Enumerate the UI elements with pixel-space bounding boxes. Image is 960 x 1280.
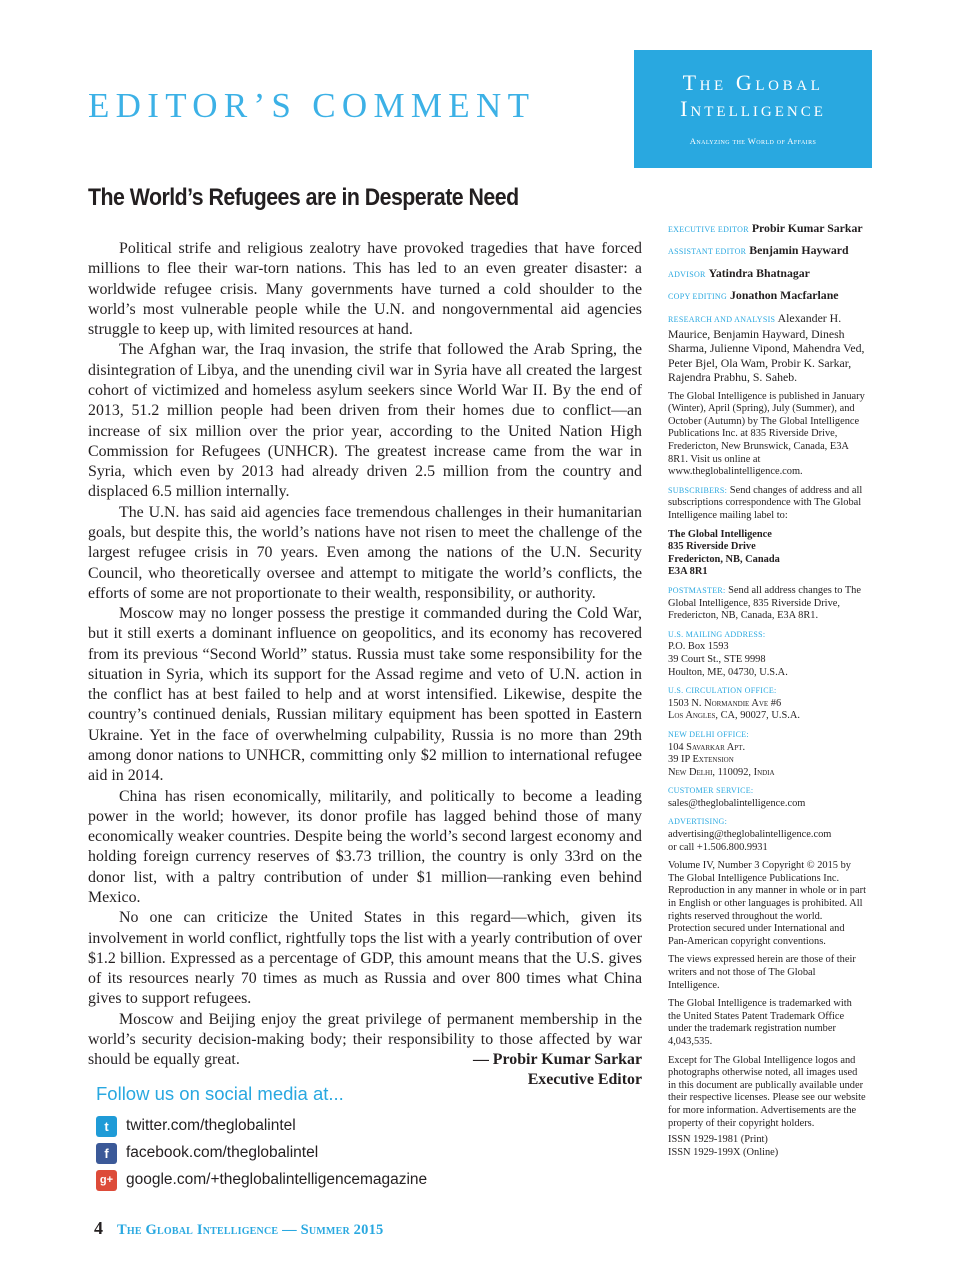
- masthead-line1: The Global: [682, 70, 824, 95]
- advertising-phone: or call +1.506.800.9931: [668, 841, 768, 853]
- us-circulation-label: U.S. CIRCULATION OFFICE:: [668, 686, 777, 696]
- issn-online: ISSN 1929-199X (Online): [668, 1146, 779, 1158]
- staff-executive-editor: [668, 221, 866, 237]
- staff-name: Benjamin Hayward: [749, 243, 849, 258]
- postmaster-info: [668, 585, 866, 623]
- masthead-line2: Intelligence: [680, 96, 826, 121]
- issn-print: ISSN 1929-1981 (Print): [668, 1134, 768, 1146]
- new-delhi-label: NEW DELHI OFFICE:: [668, 729, 749, 739]
- signature-name: — Probir Kumar Sarkar: [472, 1051, 642, 1068]
- us-mailing-address: [668, 629, 866, 679]
- social-link-text: facebook.com/theglobalintel: [126, 1144, 319, 1161]
- staff-research: [668, 311, 866, 385]
- staff-label: ADVISOR: [668, 269, 706, 279]
- address-line: The Global Intelligence: [668, 528, 772, 540]
- us-mailing-label: U.S. MAILING ADDRESS:: [668, 629, 766, 639]
- mailing-address: [668, 529, 866, 579]
- address-line: E3A 8R1: [668, 566, 708, 578]
- publication-info: The Global Intelligence is published in January (Winter), April (Spring), July (Summer), and October (Autumn) by The Global Intelligence Publications Inc. at 835 Riverside Drive, Fredericton, New Brunswick, Canada, E3A 8R1. Visit us online at www.theglobalintelligence.com.: [668, 390, 865, 478]
- images-notice: Except for The Global Intelligence logos and photographs otherwise noted, all images used in this document are publically available under their respective licenses. Please see our website for more information. Advertisements are the property of their copyright holders.: [668, 1054, 866, 1129]
- staff-label: EXECUTIVE EDITOR: [668, 225, 749, 234]
- address-line: 1503 N. Normandie Ave #6: [668, 697, 782, 709]
- paragraph: The U.N. has said aid agencies face tremendous challenges in their humanitarian goals, but despite this, the world’s nations have not risen to meet the challenge of the largest refugee crisis in 70 years. Even among the nations of the U.N. Security Council, who theoretically oversee and attempt to mitigate the world’s conflicts, the efforts of some are not proportionate to their wealth, responsibility, or authority.: [88, 503, 642, 602]
- facebook-icon: f: [96, 1143, 117, 1164]
- postmaster-label: POSTMASTER:: [668, 585, 726, 595]
- social-heading: Follow us on social media at...: [96, 1083, 344, 1104]
- address-line: 39 IP Extension: [668, 754, 734, 766]
- address-line: 39 Court St., STE 9998: [668, 653, 766, 665]
- twitter-icon: t: [96, 1116, 117, 1137]
- issn-info: [668, 1134, 866, 1159]
- staff-label: RESEARCH AND ANALYSIS: [668, 314, 776, 324]
- address-line: New Delhi, 110092, India: [668, 766, 775, 778]
- article-title: The World’s Refugees are in Desperate Need: [88, 184, 519, 211]
- paragraph: The Afghan war, the Iraq invasion, the strife that followed the Arab Spring, the disintegration of Libya, and the unending civil war in Syria have all created the largest cohort of victimized and homeless asylum seekers since World War II. By the end of 2013, 51.2 million people had been driven from their homes due to conflict—an increase of six million over the prior year, according to the United Nation High Commission for Refugees (UNHCR). The greatest increase came from the war in Syria, which even by 2013 had already driven 2.5 million from the country and displaced 6.5 million internally.: [88, 341, 642, 501]
- staff-label: COPY EDITING: [668, 292, 728, 302]
- article-body: [88, 239, 642, 1071]
- google-plus-link[interactable]: [96, 1169, 427, 1191]
- footer-publication: The Global Intelligence — Summer 2015: [117, 1222, 384, 1238]
- signature-title: Executive Editor: [527, 1071, 642, 1088]
- customer-service: [668, 785, 866, 810]
- subscribers-label: SUBSCRIBERS:: [668, 485, 728, 495]
- section-title: EDITOR’S COMMENT: [88, 86, 536, 125]
- social-link-text: twitter.com/theglobalintel: [126, 1117, 296, 1134]
- staff-copy-editing: [668, 288, 866, 304]
- masthead-sidebar: [668, 221, 866, 1165]
- customer-service-email: sales@theglobalintelligence.com: [668, 797, 806, 809]
- masthead-tagline: Analyzing the World of Affairs: [689, 136, 817, 146]
- postmaster-text: Send all address changes to The Global Intelligence, 835 Riverside Drive, Fredericton, NB, Canada, E3A 8R1.: [668, 584, 861, 622]
- paragraph: No one can criticize the United States in this regard—which, given its involvement in world conflict, rightfully tops the list with a yearly contribution of over $1.2 billion. Expressed as a percentage of GDP, this amount means that the U.S. gives of its resources nearly 70 times as much as Russia and over 800 times what China gives to support refugees.: [88, 909, 642, 1008]
- staff-names: Alexander H. Maurice, Benjamin Hayward, Dinesh Sharma, Julienne Vipond, Mahendra Ved, Peter Bjel, Ola Wam, Probir K. Sarkar, Rajendra Prabhu, S. Saheb.: [668, 310, 865, 385]
- twitter-link[interactable]: [96, 1115, 296, 1137]
- staff-label: ASSISTANT EDITOR: [668, 247, 747, 257]
- page-footer: [94, 1218, 384, 1239]
- new-delhi-office: [668, 729, 866, 779]
- staff-advisor: [668, 266, 866, 282]
- copyright-notice: Volume IV, Number 3 Copyright © 2015 by The Global Intelligence Publications Inc. Reproduction in any manner in whole or in part in English or other languages is prohibited. All rights reserved throughout the world. Protection secured under International and Pan-American copyright conventions.: [668, 860, 866, 947]
- subscribers-info: [668, 485, 866, 523]
- paragraph: China has risen economically, militarily, and politically to become a leading power in the world; however, its donor profile has lagged behind those of many economically weaker countries. Despite being the world’s second largest economy and holding foreign currency reserves of $3.73 trillion, the country is only 33rd on the donor list, with a paltry contribution of under $1 million—ranking even behind Mexico.: [88, 787, 642, 906]
- address-line: Los Angles, CA, 90027, U.S.A.: [668, 710, 800, 722]
- address-line: P.O. Box 1593: [668, 641, 729, 653]
- address-line: Fredericton, NB, Canada: [668, 553, 780, 565]
- staff-assistant-editor: [668, 243, 866, 259]
- facebook-link[interactable]: [96, 1142, 318, 1164]
- trademark-notice: The Global Intelligence is trademarked with the United States Patent Trademark Office under the trademark registration number 4,043,535.: [668, 998, 852, 1047]
- paragraph: Moscow may no longer possess the prestige it commanded during the Cold War, but it still exerts a dominant influence on geopolitics, and its economy has recovered from its previous “Second World” status. Russia must take some responsibility for the situation in Syria, which its support for the Assad regime and veto of U.N. action in the conflict has at best failed to help and at worst intensified. Likewise, despite the country’s continued denials, Russian military equipment has been spotted in Eastern Ukraine. Yet in the face of overwhelming culpability, Russia is no more than 29th among donor nations to UNHCR, committing only $2 million to international refugee aid in 2014.: [88, 605, 642, 785]
- paragraph: Political strife and religious zealotry have provoked tragedies that have forced millions to flee their war-torn nations. This has led to an even greater disaster: a worldwide refugee crisis. Many governments have turned a cold shoulder to the world’s most vulnerable people while the U.N. and nongovernmental aid agencies struggle to keep up, with limited resources at hand.: [88, 240, 642, 339]
- address-line: 835 Riverside Drive: [668, 541, 756, 553]
- social-link-text: google.com/+theglobalintelligencemagazine: [126, 1171, 428, 1188]
- address-line: 104 Savarkar Apt.: [668, 741, 746, 753]
- subscribers-text: Send changes of address and all subscriptions correspondence with The Global Intelligence mailing label to:: [668, 484, 863, 521]
- advertising-label: ADVERTISING:: [668, 817, 728, 827]
- customer-service-label: CUSTOMER SERVICE:: [668, 786, 754, 796]
- masthead-logo: [634, 50, 872, 168]
- paragraph: Moscow and Beijing enjoy the great privilege of permanent membership in the world’s security decision-making body; their responsibility to those affected by war should be equally great.: [88, 1010, 642, 1069]
- staff-name: Probir Kumar Sarkar: [751, 221, 863, 235]
- staff-name: Jonathon Macfarlane: [730, 288, 839, 303]
- page-number: 4: [94, 1218, 103, 1238]
- views-disclaimer: The views expressed herein are those of their writers and not those of The Global Intelligence.: [668, 954, 856, 991]
- address-line: Houlton, ME, 04730, U.S.A.: [668, 666, 788, 678]
- us-circulation-office: [668, 685, 866, 723]
- advertising-info: [668, 816, 866, 854]
- advertising-email: advertising@theglobalintelligence.com: [668, 829, 832, 841]
- signature: [473, 1050, 642, 1090]
- staff-name: Yatindra Bhatnagar: [708, 265, 810, 280]
- google-plus-icon: g+: [96, 1170, 117, 1191]
